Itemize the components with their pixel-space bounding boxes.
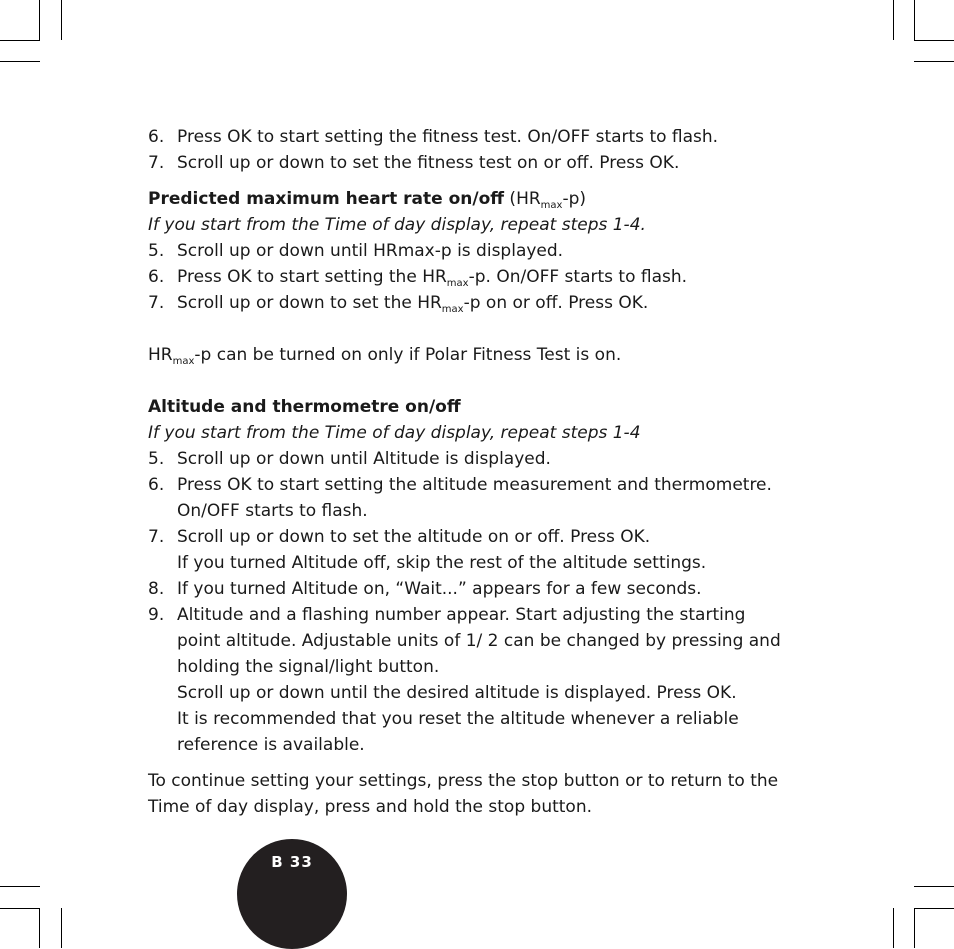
page-number: B 33 <box>271 853 313 871</box>
list-item <box>148 524 828 576</box>
crop-mark <box>914 40 954 41</box>
crop-mark <box>0 886 40 887</box>
crop-mark <box>893 0 894 40</box>
page-number-badge <box>237 839 347 949</box>
closing-paragraph <box>148 768 828 820</box>
step-number: 6. <box>148 475 165 495</box>
step-text-line: If you turned Altitude off, skip the rest of the altitude settings. <box>177 553 707 573</box>
step-text-line: Scroll up or down until the desired altitude is displayed. Press OK. <box>177 683 737 703</box>
step-text: Scroll up or down until HRmax-p is displayed. <box>177 241 564 261</box>
crop-mark <box>914 61 954 62</box>
step-text: Scroll up or down to set the fitness test on or off. Press OK. <box>177 153 680 173</box>
altitude-steps <box>148 446 828 758</box>
list-item <box>148 602 828 758</box>
crop-mark <box>914 886 954 887</box>
step-number: 8. <box>148 579 165 599</box>
step-number: 5. <box>148 241 165 261</box>
list-item: 6. Press OK to start setting the $HR_{max}-p$. On/OFF starts to flash. <box>148 264 828 290</box>
crop-mark <box>39 908 40 948</box>
crop-mark <box>0 40 40 41</box>
fitness-test-steps <box>148 124 828 176</box>
altitude-section <box>148 394 828 758</box>
section-heading: Predicted maximum heart rate on/off $(HR_{max}-p)$ <box>148 189 587 211</box>
list-item <box>148 124 828 150</box>
crop-mark <box>914 908 915 948</box>
crop-mark <box>914 0 915 40</box>
step-number: 6. <box>148 267 165 287</box>
hrmax-section <box>148 186 828 368</box>
step-number: 7. <box>148 293 165 313</box>
step-number: 5. <box>148 449 165 469</box>
step-text-line: reference is available. <box>177 735 365 755</box>
crop-mark <box>61 0 62 40</box>
crop-mark <box>893 908 894 948</box>
step-number: 9. <box>148 605 165 625</box>
list-item <box>148 472 828 524</box>
crop-mark <box>0 908 40 909</box>
step-text-line: On/OFF starts to flash. <box>177 501 368 521</box>
list-item <box>148 238 828 264</box>
heading-bold: Predicted maximum heart rate on/off <box>148 189 505 209</box>
section-heading: Altitude and thermometre on/off <box>148 397 461 417</box>
crop-mark <box>61 908 62 948</box>
section-intro: If you start from the Time of day display, repeat steps 1-4. <box>148 215 646 235</box>
step-text-line: Scroll up or down until Altitude is displayed. <box>177 449 551 469</box>
paragraph-line: To continue setting your settings, press the stop button or to return to the <box>148 771 779 791</box>
step-text-line: If you turned Altitude on, “Wait...” appears for a few seconds. <box>177 579 702 599</box>
step-text-line: Scroll up or down to set the altitude on or off. Press OK. <box>177 527 651 547</box>
list-item <box>148 576 828 602</box>
crop-mark <box>39 0 40 40</box>
list-item: 7. Scroll up or down to set the $HR_{max}-p$ on or off. Press OK. <box>148 290 828 316</box>
step-text-line: Altitude and a flashing number appear. Start adjusting the starting <box>177 605 746 625</box>
step-text-line: holding the signal/light button. <box>177 657 440 677</box>
step-text: Press OK to start setting the fitness test. On/OFF starts to flash. <box>177 127 719 147</box>
list-item <box>148 446 828 472</box>
step-text-line: point altitude. Adjustable units of 1/ 2 can be changed by pressing and <box>177 631 781 651</box>
hrmax-note: $HR_{max}-p$ can be turned on only if Polar Fitness Test is on. <box>148 345 622 367</box>
list-item <box>148 150 828 176</box>
step-text-line: It is recommended that you reset the altitude whenever a reliable <box>177 709 739 729</box>
section-intro: If you start from the Time of day display, repeat steps 1-4 <box>148 423 641 443</box>
step-number: 7. <box>148 527 165 547</box>
step-number: 6. <box>148 127 165 147</box>
paragraph-line: Time of day display, press and hold the stop button. <box>148 797 593 817</box>
step-text-line: Press OK to start setting the altitude measurement and thermometre. <box>177 475 772 495</box>
step-number: 7. <box>148 153 165 173</box>
page-content <box>148 124 828 820</box>
crop-mark <box>914 908 954 909</box>
crop-mark <box>0 61 40 62</box>
